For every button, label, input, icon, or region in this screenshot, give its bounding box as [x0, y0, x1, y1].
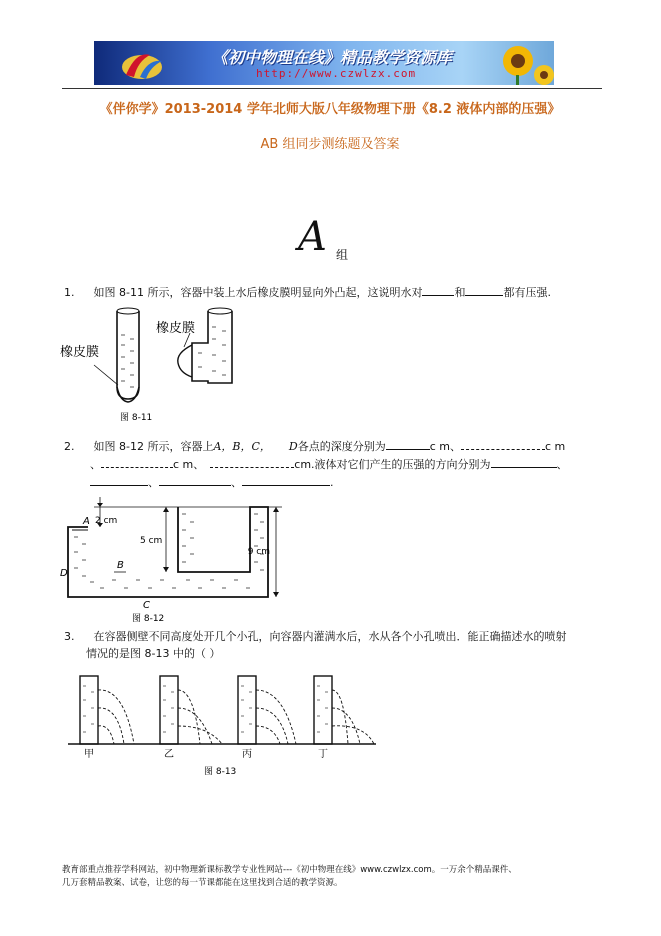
container-jia [80, 676, 134, 744]
answer-blank[interactable] [101, 456, 173, 468]
question-text: 情况的是图 8-13 中的（ ） [86, 647, 221, 660]
question-text: 如图 8-11 所示，容器中装上水后橡皮膜明显向外凸起，这说明水对 [93, 286, 423, 299]
page-footer [62, 864, 602, 890]
question-2-line3: 、 、 . [90, 474, 334, 491]
banner-url[interactable]: http://www.czwlzx.com [256, 67, 417, 80]
answer-blank[interactable] [210, 456, 294, 468]
fig-label-right: 橡皮膜 [156, 321, 196, 336]
page-subtitle: AB 组同步测练题及答案 [260, 137, 400, 152]
question-number: 2. [64, 440, 75, 453]
separator: 、 [556, 458, 568, 471]
figure-caption: 图 8-11 [120, 413, 153, 423]
footer-line: 几万套精品教案、试卷，让您的每一节课都能在这里找到合适的教学资源。 [62, 878, 343, 888]
unit-text: c m [173, 458, 194, 471]
container-ding [314, 676, 374, 744]
footer-line: 教育部重点推荐学科网站，初中物理新课标教学专业性网站---《初中物理在线》www.czwlzx.com。一万余个精品课件、 [62, 865, 517, 875]
question-text: 和 [454, 286, 466, 299]
logo-icon [116, 45, 172, 83]
unit-text: c m [429, 440, 451, 453]
figure-8-12 [60, 492, 290, 627]
question-2-line2 [90, 456, 568, 473]
figure-caption: 图 8-12 [132, 614, 165, 624]
question-text: 各点的深度分别为 [297, 440, 386, 453]
group-suffix: 组 [336, 248, 349, 262]
separator: 、 [90, 458, 101, 471]
answer-blank[interactable] [461, 438, 545, 450]
dim-9cm: 9 cm [247, 547, 270, 557]
separator: 、 [231, 476, 242, 489]
question-number: 3. [64, 630, 75, 643]
answer-blank[interactable] [242, 474, 330, 486]
answer-blank[interactable] [90, 474, 148, 486]
option-label-jia: 甲 [84, 749, 94, 760]
point-label-d: D [288, 440, 298, 453]
container-yi [160, 676, 222, 744]
option-label-ding: 丁 [318, 749, 328, 760]
figure-caption: 图 8-13 [204, 767, 237, 777]
fig-label-left: 橡皮膜 [60, 345, 100, 360]
question-text: 如图 8-12 所示，容器上 [93, 440, 214, 453]
separator: 、 [148, 476, 159, 489]
header-divider [62, 88, 602, 89]
point-d-label: D [60, 568, 68, 579]
dim-2cm: 2 cm [95, 516, 118, 526]
header-banner [94, 41, 554, 85]
separator: 、 [193, 458, 205, 471]
point-labels: A，B，C， [213, 440, 271, 453]
point-a-label: A [83, 516, 90, 527]
answer-blank[interactable] [465, 284, 503, 296]
container-bing [238, 676, 296, 744]
page-title: 《伴你学》2013-2014 学年北师大版八年级物理下册《8.2 液体内部的压强》 [99, 102, 561, 117]
unit-text: c m [545, 440, 566, 453]
banner-title: 《初中物理在线》精品教学资源库 [212, 48, 453, 67]
answer-blank[interactable] [422, 284, 454, 296]
option-label-bing: 丙 [242, 749, 252, 760]
sunflower-icon [482, 41, 554, 85]
question-number: 1. [64, 286, 75, 299]
question-text: 都有压强. [503, 286, 551, 299]
question-2 [64, 438, 565, 455]
point-b-label: B [117, 560, 124, 571]
point-c-label: C [143, 600, 150, 611]
question-text: cm.液体对它们产生的压强的方向分别为 [294, 458, 491, 471]
answer-blank[interactable] [491, 456, 557, 468]
figure-8-13 [62, 664, 382, 780]
dim-5cm: 5 cm [140, 536, 163, 546]
figure-8-11 [60, 305, 260, 430]
answer-blank[interactable] [159, 474, 231, 486]
question-3-line2 [86, 646, 220, 662]
option-label-yi: 乙 [164, 749, 174, 760]
question-text: 在容器侧壁不同高度处开几个小孔，向容器内灌满水后，水从各个小孔喷出．能正确描述水的喷射 [93, 630, 567, 643]
separator: 、 [450, 440, 462, 453]
question-3 [64, 629, 567, 645]
answer-blank[interactable] [386, 438, 430, 450]
question-1 [64, 284, 551, 301]
group-letter: A [298, 214, 327, 260]
